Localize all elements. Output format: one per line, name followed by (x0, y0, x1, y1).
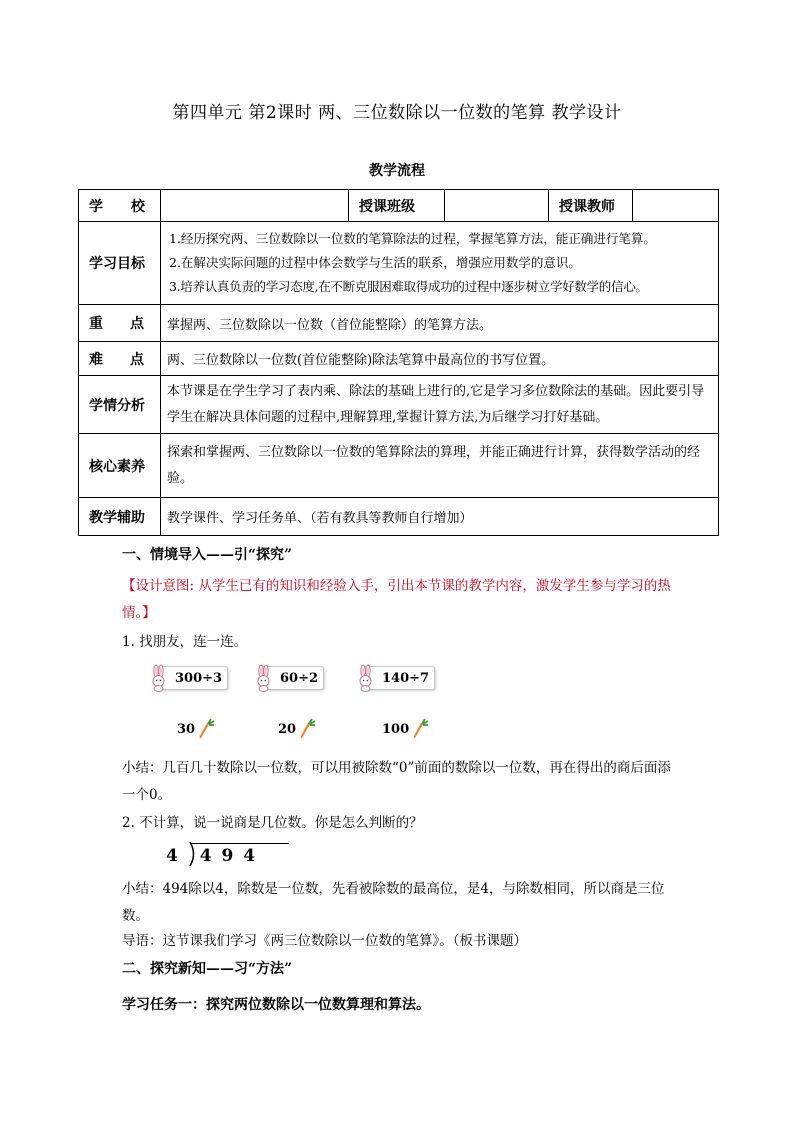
literacy-value: 探索和掌握两、三位数除以一位数的笔算除法的算理，并能正确进行计算，获得数学活动的经验。 (161, 434, 719, 498)
key-label-char: 点 (130, 316, 144, 332)
difficulty-label-char: 难 (89, 351, 103, 368)
table-row (79, 222, 719, 305)
section-heading: 二、探究新知——习“方法” (122, 961, 293, 977)
section-heading: 一、情境导入——引“探究” (122, 547, 293, 563)
table-row (79, 376, 719, 434)
teacher-value (633, 190, 719, 222)
expression-card[interactable] (357, 664, 435, 692)
difficulty-label (79, 342, 161, 376)
class-value (445, 190, 549, 222)
school-value (161, 190, 349, 222)
aids-label: 教学辅助 (79, 498, 161, 536)
goal-item: 3.培养认真负责的学习态度,在不断克服困难取得成功的过程中逐步树立学好数学的信心。 (169, 279, 648, 294)
expression-card[interactable] (255, 664, 324, 692)
class-label: 授课班级 (349, 190, 445, 222)
answer-value: 100 (382, 721, 410, 737)
goal-item: 2.在解决实际问题的过程中体会数学与生活的联系，增强应用数学的意识。 (169, 255, 581, 270)
carrot-icon (411, 718, 429, 740)
table-row (79, 434, 719, 498)
analysis-value: 本节课是在学生学习了表内乘、除法的基础上进行的,它是学习多位数除法的基础。因此要引导学生在解决具体问题的过程中,理解算理,掌握计算方法,为后继学习打好基础。 (161, 376, 719, 434)
bunny-icon (255, 664, 273, 692)
divisor: 4 (166, 846, 178, 866)
key-point-value: 掌握两、三位数除以一位数（首位能整除）的笔算方法。 (161, 305, 719, 342)
goals-cell (161, 222, 719, 305)
answer-item[interactable] (382, 718, 429, 740)
carrot-icon (197, 718, 215, 740)
key-point-label (79, 305, 161, 342)
table-row (79, 342, 719, 376)
summary-1: 小结：几百几十数除以一位数，可以用被除数“0”前面的数除以一位数，再在得出的商后面添一个0。 (122, 760, 671, 803)
bunny-icon (150, 664, 168, 692)
dividend: 4 9 4 (199, 846, 258, 866)
document-title: 第四单元 第2课时 两、三位数除以一位数的笔算 教学设计 (172, 103, 622, 123)
table-row (79, 498, 719, 536)
guide-text: 导语：这节课我们学习《两三位数除以一位数的笔算》。（板书课题） (122, 933, 527, 949)
expression-card[interactable] (150, 664, 228, 692)
answer-value: 30 (177, 721, 196, 737)
goal-item: 1.经历探究两、三位数除以一位数的笔算除法的过程，掌握笔算方法，能正确进行笔算。 (169, 231, 656, 246)
expression-text: 140÷7 (363, 666, 435, 690)
difficulty-label-char: 点 (130, 351, 144, 368)
long-division (166, 843, 289, 866)
difficulty-value: 两、三位数除以一位数(首位能整除)除法笔算中最高位的书写位置。 (161, 342, 719, 376)
school-label: 学 校 (79, 190, 161, 222)
answer-item[interactable] (278, 718, 316, 740)
carrot-icon (298, 718, 316, 740)
literacy-label: 核心素养 (79, 434, 161, 498)
lesson-info-table (78, 189, 719, 536)
analysis-label: 学情分析 (79, 376, 161, 434)
key-label-char: 重 (89, 316, 103, 332)
question-2: 2. 不计算，说一说商是几位数。你是怎么判断的？ (122, 815, 423, 831)
summary-2: 小结：494除以4，除数是一位数，先看被除数的最高位，是4，与除数相同，所以商是三位数。 (122, 881, 665, 924)
table-row (79, 190, 719, 222)
aids-value: 教学课件、学习任务单、（若有教具等教师自行增加） (161, 498, 719, 536)
dividend-bracket (190, 843, 289, 866)
bunny-icon (357, 664, 375, 692)
goals-label: 学习目标 (79, 222, 161, 305)
section-subtitle: 教学流程 (369, 163, 425, 179)
answer-item[interactable] (177, 718, 215, 740)
design-intent: 【设计意图: 从学生已有的知识和经验入手，引出本节课的教学内容，激发学生参与学习的热情。】 (122, 578, 671, 621)
answer-value: 20 (278, 721, 297, 737)
expression-text: 300÷3 (156, 666, 228, 690)
expression-text: 60÷2 (261, 666, 324, 690)
task-heading: 学习任务一：探究两位数除以一位数算理和算法。 (122, 997, 430, 1013)
question-1: 1. 找朋友，连一连。 (122, 634, 248, 650)
division-bracket-icon (188, 842, 198, 866)
table-row (79, 305, 719, 342)
teacher-label: 授课教师 (549, 190, 633, 222)
